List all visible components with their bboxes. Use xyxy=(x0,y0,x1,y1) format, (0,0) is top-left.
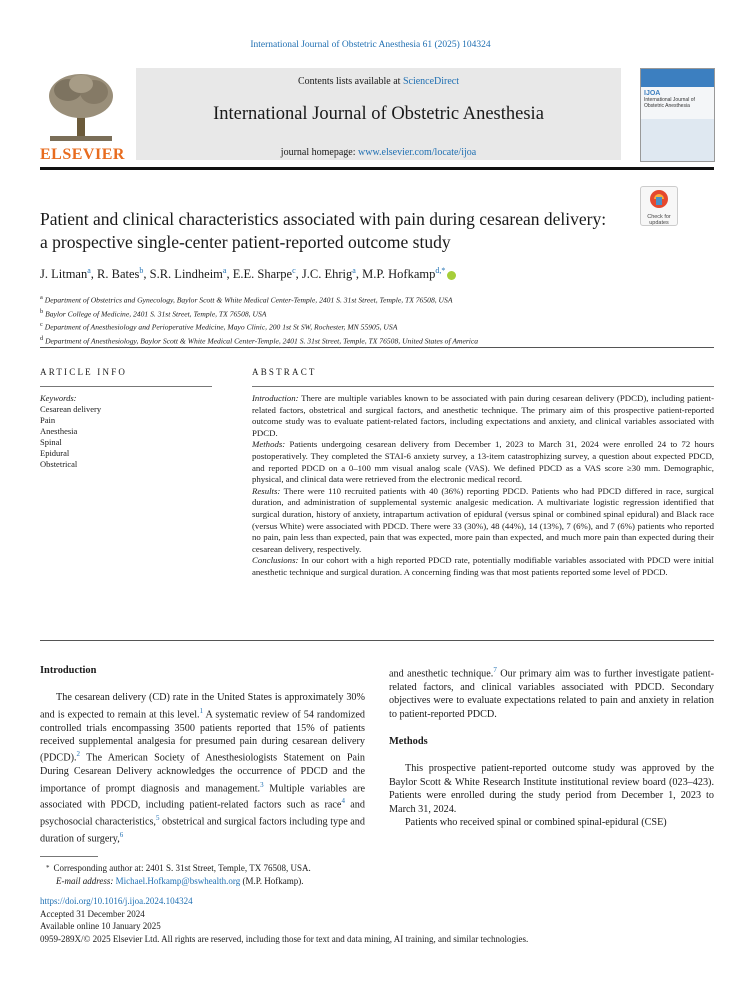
keyword-item: Spinal xyxy=(40,437,62,447)
abstract-results: Results: There were 110 recruited patients with 40 (36%) reporting PDCD. Patients who had PDCD differed in race, surgical duration, and administration of supplemental systemic analgesic medication. A multivariate logistic regression identified that surgical duration, history of anxiety, intrapartum activation of epidural (versus spinal or combined spinal epidural) and Black race (versus White) were associated with PDCD. There were 33 (30%), 48 (44%), 14 (13%), 7 (6%), and 7 (6%) patients who reported no pain, pain less than expected, pain that was expected, more pain than expected, and much more pain than expected during their cesarean delivery, respectively. xyxy=(252,485,714,554)
methods-paragraph: Patients who received spinal or combined spinal-epidural (CSE) xyxy=(405,817,667,829)
methods-heading: Methods xyxy=(389,736,428,748)
doi-link[interactable]: https://doi.org/10.1016/j.ijoa.2024.104324 xyxy=(40,896,193,906)
author-name[interactable]: R. Bates$^b$ xyxy=(97,266,144,282)
publication-info xyxy=(40,895,528,945)
article-info-heading: ARTICLE INFO xyxy=(40,367,128,377)
divider xyxy=(40,640,714,641)
author-name[interactable]: E.E. Sharpe$^c$ xyxy=(232,266,296,282)
affiliation-item: $^d$ Department of Anesthesiology, Baylor Scott & White Medical Center-Temple, 2401 S. 31st Street, Temple, TX 76508, United States of America xyxy=(40,334,479,346)
check-for-updates-badge[interactable] xyxy=(640,186,678,226)
corresponding-author-footnote: * Corresponding author at: 2401 S. 31st Street, Temple, TX 76508, USA. E-mail address: Michael.Hofkamp@bswhealth.org (M.P. Hofkamp). xyxy=(46,863,311,886)
reference-link[interactable]: 3 xyxy=(260,780,264,789)
reference-link[interactable]: 6 xyxy=(119,831,124,840)
reference-link[interactable]: 4 xyxy=(341,797,345,806)
keywords-block xyxy=(40,393,101,470)
crossmark-icon xyxy=(641,187,677,209)
author-name[interactable]: J. Litman$^a$ xyxy=(40,266,91,282)
introduction-paragraph-cont: and anesthetic technique.$^7$ Our primary aim was to further investigate patient-related factors, and clinical variables associated with PDCD. Secondary objectives were to evaluate expectations related to pain and anxiety in relation to patient-reported PDCD. xyxy=(389,666,714,720)
divider xyxy=(40,386,212,387)
homepage-line: journal homepage: www.elsevier.com/locate/ijoa xyxy=(280,147,477,158)
author-list: J. Litman$^a$, R. Bates$^b$, S.R. Lindheim$^a$, E.E. Sharpe$^c$, J.C. Ehrig$^a$, M.P. Hofkamp$^{d,*}$ xyxy=(40,266,456,282)
keyword-item: Epidural xyxy=(40,448,70,458)
reference-link[interactable]: 2 xyxy=(76,750,81,759)
introduction-heading: Introduction xyxy=(40,665,97,676)
divider xyxy=(40,347,714,348)
methods-paragraph: This prospective patient-reported outcome study was approved by the Baylor Scott & White Research Institute institutional review board (023–423). Patients were enrolled during the study period from December 1, 2023 to March 31, 2024. xyxy=(389,763,714,815)
paper-title: Patient and clinical characteristics associated with pain during cesarean delivery: a prospective single-center patient-reported outcome study xyxy=(40,209,607,252)
journal-citation[interactable]: International Journal of Obstetric Anesthesia 61 (2025) 104324 xyxy=(250,40,491,50)
accepted-date: Accepted 31 December 2024 xyxy=(40,908,145,919)
abstract-introduction: Introduction: There are multiple variables known to be associated with pain during cesarean delivery (PDCD), including patient-related factors, obstetrical and surgical factors, and anesthetic technique. The primary aim of this prospective patient-reported outcome study was to evaluate patient-related factors, including expectations and anxiety, and clinical variables associated with PDCD. xyxy=(252,393,714,438)
orcid-icon[interactable] xyxy=(447,271,456,280)
divider xyxy=(252,386,714,387)
abstract-body xyxy=(252,393,714,579)
email-link[interactable]: Michael.Hofkamp@bswhealth.org xyxy=(115,876,241,886)
abstract-heading: ABSTRACT xyxy=(252,367,317,377)
author-name[interactable]: M.P. Hofkamp$^{d,*}$ xyxy=(362,266,446,282)
affiliation-item: $^b$ Baylor College of Medicine, 2401 S. 31st Street, Temple, TX 76508, USA xyxy=(40,307,267,319)
keyword-item: Anesthesia xyxy=(40,426,78,436)
keyword-item: Obstetrical xyxy=(40,459,78,469)
keyword-item: Cesarean delivery xyxy=(40,404,102,414)
contents-line: Contents lists available at ScienceDirect xyxy=(297,76,460,87)
available-date: Available online 10 January 2025 xyxy=(40,921,161,932)
crossmark-label: Check for updates xyxy=(647,214,671,226)
cover-abbrev: IJOA xyxy=(644,90,661,97)
introduction-paragraph: The cesarean delivery (CD) rate in the United States is approximately 30% and is expected to remain at this level.$^1$ A systematic review of 54 randomized controlled trials encompassing 3500 patients reported that 15% of patients received supplemental analgesia for presumed pain during cesarean delivery (PDCD).$^2$ The American Society of Anesthesiologists Statement on Pain During Cesarean Delivery acknowledges the occurrence of PDCD and the importance of prompt diagnosis and management.$^3$ Multiple variables are associated with PDCD, including patient-related factors such as race$^4$ and psychosocial characteristics,$^5$ obstetrical and surgical factors including type and duration of surgery,$^6$ xyxy=(40,692,366,845)
affiliation-item: $^c$ Department of Anesthesiology and Perioperative Medicine, Mayo Clinic, 200 1st St SW, Rochester, MN 55905, USA xyxy=(40,321,398,332)
reference-link[interactable]: 1 xyxy=(199,706,204,715)
affiliation-list xyxy=(40,292,720,346)
sciencedirect-link[interactable]: ScienceDirect xyxy=(402,76,460,87)
header-rule xyxy=(40,167,714,170)
abstract-conclusions: Conclusions: In our cohort with a high reported PDCD rate, potentially modifiable variables associated with PDCD were initial anesthetic technique and surgical duration. A concerning finding was that most patients reported some level of PDCD. xyxy=(252,555,714,577)
reference-link[interactable]: 5 xyxy=(155,814,160,823)
abstract-methods: Methods: Patients undergoing cesarean delivery from December 1, 2023 to March 31, 2024 were enrolled 24 to 72 hours postoperatively. They completed the STAI-6 anxiety survey, a 13-item catastrophizing survey, a question about expected PDCD, and reported PDCD on a 0–100 mm visual analog scale (VAS). We defined PDCD as a VAS score ≥30 mm. Demographic, physical, and clinical data were retrieved from the electronic medical record. xyxy=(252,439,714,485)
author-name[interactable]: J.C. Ehrig$^a$ xyxy=(301,266,356,282)
cover-title: International Journal of Obstetric Anesthesia xyxy=(644,97,695,109)
copyright-line: 0959-289X/© 2025 Elsevier Ltd. All rights are reserved, including those for text and data mining, AI training, and similar technologies. xyxy=(40,933,529,944)
keyword-item: Pain xyxy=(40,415,56,425)
keywords-label: Keywords: xyxy=(40,393,77,403)
affiliation-item: $^a$ Department of Obstetrics and Gynecology, Baylor Scott & White Medical Center-Temple, 2401 S. 31st Street, Temple, TX 76508, USA xyxy=(40,294,453,305)
author-name[interactable]: S.R. Lindheim$^a$ xyxy=(149,266,227,282)
journal-homepage-link[interactable]: www.elsevier.com/locate/ijoa xyxy=(358,147,477,158)
reference-link[interactable]: 7 xyxy=(493,666,497,674)
elsevier-wordmark: ELSEVIER xyxy=(40,146,125,163)
journal-title: International Journal of Obstetric Anesthesia xyxy=(213,104,544,124)
footnote-rule xyxy=(40,856,98,857)
journal-cover-thumbnail[interactable] xyxy=(640,68,715,162)
body-right-column xyxy=(389,664,714,829)
body-left-column xyxy=(40,664,365,846)
